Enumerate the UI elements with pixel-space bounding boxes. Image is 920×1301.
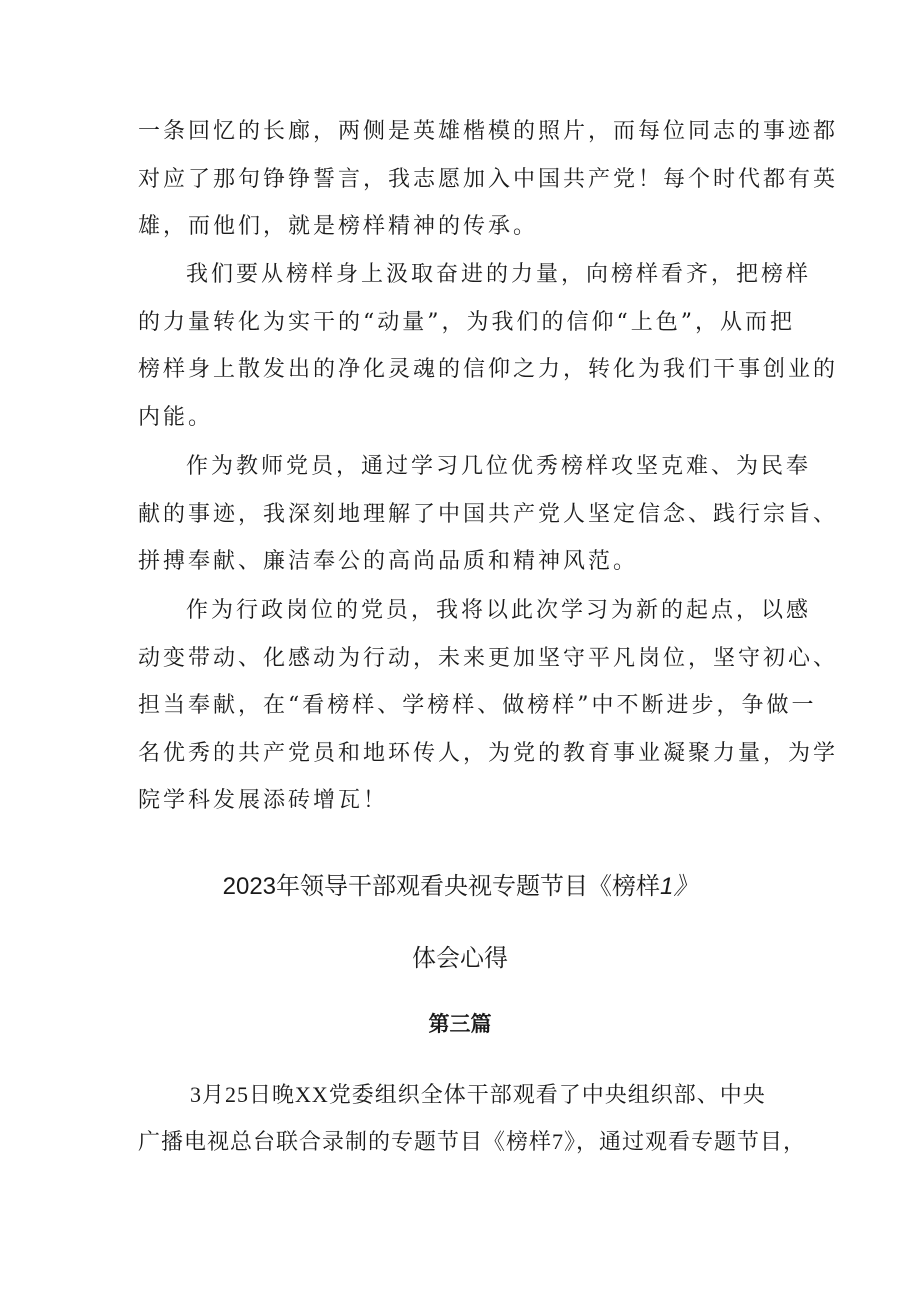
text-line: 我们要从榜样身上汲取奋进的力量，向榜样看齐，把榜样	[186, 262, 812, 287]
text-line: 作为行政岗位的党员，我将以此次学习为新的起点，以感	[186, 598, 812, 623]
text-line: 榜样身上散发出的净化灵魂的信仰之力，转化为我们干事创业的	[138, 357, 839, 382]
paragraph-teacher-member	[138, 443, 839, 586]
title-italic-part: 1》	[660, 873, 698, 900]
section-heading: 第三篇	[428, 1012, 492, 1036]
continued-paragraph	[138, 108, 839, 251]
text-line: 广播电视总台联合录制的专题节目《榜样7》，通过观看专题节目，	[138, 1129, 807, 1154]
text-line: 院学科发展添砖增瓦！	[138, 788, 389, 813]
text-line: 担当奉献，在“看榜样、学榜样、做榜样”中不断进步，争做一	[138, 693, 817, 718]
title-main: 2023年领导干部观看央视专题节目《榜样	[222, 873, 661, 900]
document-title-line2: 体会心得	[412, 945, 508, 972]
text-line: 雄，而他们，就是榜样精神的传承。	[138, 214, 539, 239]
text-line: 内能。	[138, 404, 214, 430]
text-line: 一条回忆的长廊，两侧是英雄楷模的照片，而每位同志的事迹都	[138, 119, 839, 144]
paragraph-admin-member	[138, 587, 839, 825]
text-line: 3月25日晚XX党委组织全体干部观看了中央组织部、中央	[190, 1082, 766, 1107]
paragraph-learning-from-models	[138, 251, 839, 441]
document-title	[0, 866, 920, 901]
text-line: 名优秀的共产党员和地环传人，为党的教育事业凝聚力量，为学	[138, 740, 839, 766]
text-line: 拼搏奉献、廉洁奉公的高尚品质和精神风范。	[138, 549, 639, 574]
text-line: 动变带动、化感动为行动，未来更加坚守平凡岗位，坚守初心、	[138, 645, 839, 671]
text-line: 对应了那句铮铮誓言，我志愿加入中国共产党！每个时代都有英	[138, 166, 839, 192]
text-line: 献的事迹，我深刻地理解了中国共产党人坚定信念、践行宗旨、	[138, 501, 839, 527]
text-line: 的力量转化为实干的“动量”，为我们的信仰“上色”，从而把	[138, 309, 795, 335]
paragraph-section-three-intro	[138, 1071, 807, 1165]
text-line: 作为教师党员，通过学习几位优秀榜样攻坚克难、为民奉	[186, 454, 812, 479]
